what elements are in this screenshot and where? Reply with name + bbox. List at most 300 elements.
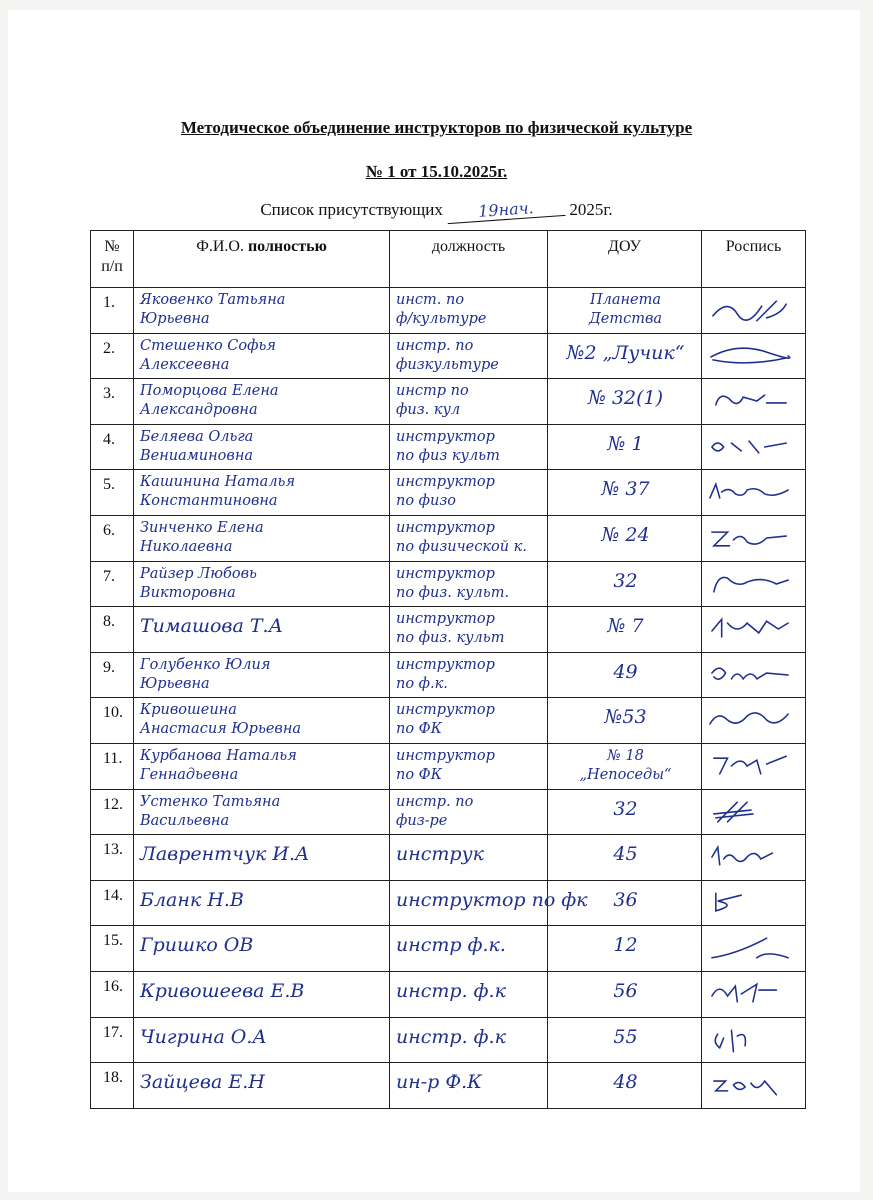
dou-handwritten <box>554 342 697 364</box>
dou-handwritten <box>554 433 697 455</box>
signature-scribble <box>708 752 792 780</box>
position-cell <box>390 971 548 1017</box>
row-number: 8. <box>103 613 115 631</box>
position-handwritten <box>396 337 543 375</box>
position-cell <box>390 515 548 561</box>
dou-line: 32 <box>613 797 638 820</box>
position-line: инструктор <box>396 747 495 764</box>
position-cell <box>390 743 548 789</box>
signature-stroke <box>711 348 790 363</box>
signature-scribble <box>708 980 792 1008</box>
row-number-cell <box>91 424 134 470</box>
signature-cell <box>702 333 806 379</box>
position-handwritten <box>396 519 543 557</box>
position-handwritten <box>396 382 543 420</box>
dou-cell <box>548 515 702 561</box>
position-line: инструктор по фк <box>396 888 588 911</box>
signature-12 <box>708 798 792 826</box>
row-number: 1. <box>103 294 115 311</box>
position-line: инструктор <box>396 565 495 582</box>
fio-line: Александровна <box>140 402 258 419</box>
position-line: ф/культуре <box>396 311 487 327</box>
position-line: инстр. ф.к <box>396 1025 506 1048</box>
fio-line: Алексеевна <box>140 356 230 373</box>
fio-cell <box>134 789 390 835</box>
attendees-year: 2025г. <box>569 200 613 219</box>
signature-cell <box>702 379 806 425</box>
row-number: 5. <box>103 476 115 494</box>
dou-cell <box>548 743 702 789</box>
row-number: 7. <box>103 567 115 585</box>
position-line: инстр по <box>396 383 469 400</box>
position-handwritten <box>396 473 543 511</box>
dou-handwritten <box>554 570 697 592</box>
signature-cell <box>702 561 806 607</box>
row-number-cell <box>91 880 134 926</box>
dou-line: 55 <box>613 1025 638 1048</box>
fio-cell <box>134 379 390 425</box>
signature-stroke <box>712 668 788 679</box>
fio-line: Юрьевна <box>140 311 210 327</box>
fio-line: Яковенко Татьяна <box>140 292 286 308</box>
signature-cell <box>702 607 806 653</box>
dou-line: Планета <box>589 292 662 308</box>
position-handwritten <box>396 565 543 603</box>
fio-cell <box>134 288 390 334</box>
fio-handwritten <box>140 565 385 603</box>
row-number-cell <box>91 789 134 835</box>
row-number-cell <box>91 515 134 561</box>
row-number: 13. <box>103 841 123 859</box>
fio-line: Васильевна <box>140 812 230 829</box>
dou-cell <box>548 470 702 516</box>
row-number: 11. <box>103 749 123 767</box>
fio-handwritten <box>140 615 385 637</box>
signature-5 <box>708 478 792 506</box>
signature-13 <box>708 843 792 871</box>
signature-cell <box>702 880 806 926</box>
table-row <box>91 470 806 516</box>
position-handwritten <box>396 980 543 1002</box>
position-cell <box>390 880 588 926</box>
signature-stroke <box>710 485 788 499</box>
fio-line: Вениаминовна <box>140 447 254 464</box>
table-row <box>91 880 806 926</box>
column-header-number: № п/п <box>91 231 134 288</box>
row-number: 12. <box>103 795 123 813</box>
position-handwritten <box>396 1026 543 1048</box>
row-number-cell <box>91 379 134 425</box>
signature-cell <box>702 424 806 470</box>
attendees-label: Список присутствующих <box>260 200 443 219</box>
signature-stroke <box>712 441 786 453</box>
signature-15 <box>708 934 792 962</box>
signature-scribble <box>708 615 792 643</box>
dou-cell <box>548 926 702 972</box>
fio-line: Юрьевна <box>140 675 210 692</box>
dou-line: 48 <box>613 1071 638 1094</box>
position-handwritten <box>396 1071 543 1093</box>
signature-stroke <box>710 713 788 724</box>
position-handwritten <box>396 888 588 911</box>
dou-cell <box>548 835 702 881</box>
fio-line: Бланк Н.В <box>140 888 244 911</box>
fio-cell <box>134 743 390 789</box>
fio-line: Стешенко Софья <box>140 337 276 354</box>
fio-line: Голубенко Юлия <box>140 656 271 673</box>
position-line: инструк <box>396 843 484 866</box>
column-header-position: должность <box>390 231 548 288</box>
dou-cell <box>548 652 702 698</box>
position-line: инструктор <box>396 702 495 719</box>
dou-line: № 1 <box>607 432 644 455</box>
dou-handwritten <box>554 478 697 500</box>
dou-line: 32 <box>613 569 638 592</box>
signature-scribble <box>708 433 792 461</box>
column-header-dou: ДОУ <box>548 231 702 288</box>
fio-cell <box>134 1017 390 1063</box>
signature-stroke <box>714 802 753 822</box>
signature-stroke <box>712 619 788 637</box>
row-number: 10. <box>103 704 123 722</box>
row-number: 2. <box>103 339 115 357</box>
row-number-cell <box>91 926 134 972</box>
dou-cell <box>548 424 702 470</box>
fio-line: Анастасия Юрьевна <box>140 721 302 738</box>
fio-line: Викторовна <box>140 584 236 601</box>
position-line: по физо <box>396 493 457 510</box>
fio-handwritten <box>140 382 385 420</box>
dou-handwritten <box>554 798 697 820</box>
table-row <box>91 379 806 425</box>
dou-handwritten <box>554 706 697 728</box>
dou-line: № 37 <box>601 478 650 501</box>
fio-line: Лаврентчук И.А <box>140 843 310 866</box>
signature-cell <box>702 1063 806 1109</box>
signature-6 <box>708 524 792 552</box>
dou-cell <box>548 379 702 425</box>
dou-cell <box>548 561 702 607</box>
signature-14 <box>708 889 792 917</box>
position-line: по ФК <box>396 766 442 783</box>
fio-cell <box>134 652 390 698</box>
attendees-date-handwritten: 19нач. <box>447 197 566 224</box>
fio-cell <box>134 926 390 972</box>
signature-stroke <box>716 395 786 405</box>
row-number-cell <box>91 1017 134 1063</box>
fio-cell <box>134 470 390 516</box>
dou-cell <box>548 607 702 653</box>
position-handwritten <box>396 843 543 865</box>
signature-cell <box>702 743 806 789</box>
signature-9 <box>708 661 792 689</box>
position-cell <box>390 789 548 835</box>
position-line: по физ культ <box>396 447 500 464</box>
signature-scribble <box>708 387 792 415</box>
position-handwritten <box>396 793 543 831</box>
position-cell <box>390 607 548 653</box>
position-line: ин-р Ф.К <box>396 1071 482 1094</box>
dou-handwritten <box>554 524 697 546</box>
fio-cell <box>134 835 390 881</box>
fio-handwritten <box>140 656 385 694</box>
signature-stroke <box>714 756 786 774</box>
signature-cell <box>702 470 806 516</box>
position-line: по ф.к. <box>396 675 448 692</box>
dou-handwritten <box>554 387 697 409</box>
fio-line: Константиновна <box>140 493 278 510</box>
row-number-cell <box>91 835 134 881</box>
dou-cell <box>548 880 702 926</box>
dou-handwritten <box>554 661 697 683</box>
fio-line: Зайцева Е.Н <box>140 1071 265 1094</box>
position-cell <box>390 333 548 379</box>
row-number: 16. <box>103 977 123 995</box>
signature-7 <box>708 570 792 598</box>
fio-line: Зинченко Елена <box>140 519 264 536</box>
attendees-line <box>0 200 873 220</box>
attendance-table <box>90 230 806 1109</box>
row-number: 18. <box>103 1069 123 1087</box>
table-row <box>91 926 806 972</box>
dou-line: № 24 <box>601 523 650 546</box>
fio-line: Чигрина О.А <box>140 1025 267 1048</box>
position-handwritten <box>396 701 543 739</box>
row-number-cell <box>91 333 134 379</box>
position-line: по ФК <box>396 721 442 738</box>
fio-handwritten <box>140 428 385 466</box>
dou-line: Детства <box>588 311 663 327</box>
signature-stroke <box>712 984 776 1002</box>
row-number-cell <box>91 1063 134 1109</box>
signature-stroke <box>713 301 786 321</box>
signature-cell <box>702 835 806 881</box>
signature-scribble <box>708 1071 792 1099</box>
position-line: инстр. по <box>396 793 474 810</box>
position-line: физ-ре <box>396 812 448 829</box>
fio-line: Геннадьевна <box>140 766 239 783</box>
fio-handwritten <box>140 519 385 557</box>
signature-scribble <box>708 798 792 826</box>
signature-11 <box>708 752 792 780</box>
position-line: по физ. культ. <box>396 584 510 601</box>
signature-16 <box>708 980 792 1008</box>
row-number: 4. <box>103 430 115 448</box>
fio-cell <box>134 880 390 926</box>
position-line: по физической к. <box>396 538 527 555</box>
fio-handwritten <box>140 473 385 511</box>
table-row <box>91 698 806 744</box>
position-cell <box>390 561 548 607</box>
table-row <box>91 743 806 789</box>
fio-handwritten <box>140 934 385 956</box>
row-number: 6. <box>103 521 115 539</box>
dou-line: №53 <box>604 706 647 729</box>
dou-cell <box>548 1063 702 1109</box>
row-number: 15. <box>103 932 123 950</box>
signature-4 <box>708 433 792 461</box>
table-header-row <box>91 231 806 288</box>
dou-line: 56 <box>613 979 638 1002</box>
signature-scribble <box>708 296 792 324</box>
dou-handwritten <box>554 980 697 1002</box>
position-line: инструктор <box>396 611 495 628</box>
position-handwritten <box>396 428 543 466</box>
fio-header-label: Ф.И.О. <box>196 238 244 255</box>
fio-cell <box>134 607 390 653</box>
dou-line: 12 <box>613 934 638 957</box>
fio-handwritten <box>140 1071 385 1093</box>
table-row <box>91 1063 806 1109</box>
signature-cell <box>702 652 806 698</box>
table-row <box>91 288 806 334</box>
position-cell <box>390 470 548 516</box>
row-number: 17. <box>103 1023 123 1041</box>
row-number: 14. <box>103 886 123 904</box>
position-handwritten <box>396 934 543 956</box>
signature-cell <box>702 515 806 561</box>
table-row <box>91 1017 806 1063</box>
fio-cell <box>134 561 390 607</box>
position-line: инстр. по <box>396 337 474 354</box>
fio-line: Кривошеева Е.В <box>140 979 305 1002</box>
fio-line: Гришко ОВ <box>140 934 254 957</box>
position-cell <box>390 698 548 744</box>
dou-cell <box>548 1017 702 1063</box>
signature-3 <box>708 387 792 415</box>
fio-handwritten <box>140 843 385 865</box>
dou-handwritten <box>554 934 697 956</box>
fio-line: Кашинина Наталья <box>140 474 296 491</box>
signature-stroke <box>714 577 788 591</box>
fio-cell <box>134 698 390 744</box>
position-cell <box>390 926 548 972</box>
position-line: инструктор <box>396 656 495 673</box>
signature-cell <box>702 698 806 744</box>
position-cell <box>390 1063 548 1109</box>
position-line: инст. по <box>396 292 465 308</box>
dou-handwritten <box>554 843 697 865</box>
dou-cell <box>548 333 702 379</box>
dou-handwritten <box>554 1026 697 1048</box>
signature-scribble <box>708 1026 792 1054</box>
dou-line: 49 <box>613 660 638 683</box>
signature-scribble <box>708 706 792 734</box>
row-number-cell <box>91 607 134 653</box>
fio-line: Николаевна <box>140 538 233 555</box>
signature-scribble <box>708 478 792 506</box>
dou-handwritten <box>554 615 697 637</box>
fio-line: Беляева Ольга <box>140 428 254 445</box>
position-line: инструктор <box>396 428 495 445</box>
row-number-cell <box>91 652 134 698</box>
dou-line: № 18 <box>607 747 644 764</box>
fio-handwritten <box>140 889 385 911</box>
document-title: Методическое объединение инструкторов по физической культуре <box>180 118 693 137</box>
position-cell <box>390 652 548 698</box>
row-number-cell <box>91 288 134 334</box>
position-line: инструктор <box>396 519 495 536</box>
signature-cell <box>702 789 806 835</box>
fio-cell <box>134 424 390 470</box>
signature-scribble <box>708 524 792 552</box>
signature-10 <box>708 706 792 734</box>
dou-handwritten <box>554 291 697 329</box>
position-line: инстр. ф.к <box>396 979 506 1002</box>
position-handwritten <box>396 291 543 329</box>
signature-cell <box>702 288 806 334</box>
signature-scribble <box>708 342 792 370</box>
signature-cell <box>702 926 806 972</box>
signature-stroke <box>712 532 786 546</box>
table-row <box>91 607 806 653</box>
signature-18 <box>708 1071 792 1099</box>
dou-line: 36 <box>613 888 638 911</box>
signature-stroke <box>716 893 741 911</box>
fio-handwritten <box>140 291 385 329</box>
fio-line: Кривошеина <box>140 702 237 719</box>
signature-2 <box>708 342 792 370</box>
fio-line: Поморцова Елена <box>140 383 279 400</box>
dou-handwritten <box>554 889 697 911</box>
row-number-cell <box>91 971 134 1017</box>
table-row <box>91 789 806 835</box>
signature-8 <box>708 615 792 643</box>
position-cell <box>390 835 548 881</box>
table-row <box>91 561 806 607</box>
fio-handwritten <box>140 1026 385 1048</box>
position-line: инструктор <box>396 474 495 491</box>
row-number-cell <box>91 743 134 789</box>
signature-stroke <box>712 847 773 865</box>
dou-cell <box>548 789 702 835</box>
position-line: физ. кул <box>396 402 461 419</box>
fio-line: Курбанова Наталья <box>140 747 297 764</box>
dou-line: № 7 <box>607 615 644 638</box>
protocol-number-date: № 1 от 15.10.2025г. <box>365 162 508 181</box>
fio-handwritten <box>140 980 385 1002</box>
dou-line: 45 <box>613 843 638 866</box>
signature-1 <box>708 296 792 324</box>
dou-cell <box>548 971 702 1017</box>
table-row <box>91 333 806 379</box>
position-line: инстр ф.к. <box>396 934 506 957</box>
table-row <box>91 515 806 561</box>
row-number-cell <box>91 561 134 607</box>
dou-cell <box>548 288 702 334</box>
position-handwritten <box>396 656 543 694</box>
dou-cell <box>548 698 702 744</box>
row-number: 9. <box>103 658 115 676</box>
signature-scribble <box>708 934 792 962</box>
row-number: 3. <box>103 385 115 403</box>
dou-handwritten <box>554 1071 697 1093</box>
row-number-cell <box>91 698 134 744</box>
position-line: физкультуре <box>396 356 499 373</box>
fio-handwritten <box>140 701 385 739</box>
fio-cell <box>134 515 390 561</box>
signature-scribble <box>708 889 792 917</box>
table-row <box>91 424 806 470</box>
dou-handwritten <box>554 747 697 785</box>
fio-cell <box>134 971 390 1017</box>
fio-cell <box>134 333 390 379</box>
column-header-signature: Роспись <box>702 231 806 288</box>
position-cell <box>390 424 548 470</box>
fio-handwritten <box>140 793 385 831</box>
dou-line: „Непоседы“ <box>579 766 672 783</box>
column-header-fio <box>134 231 390 288</box>
